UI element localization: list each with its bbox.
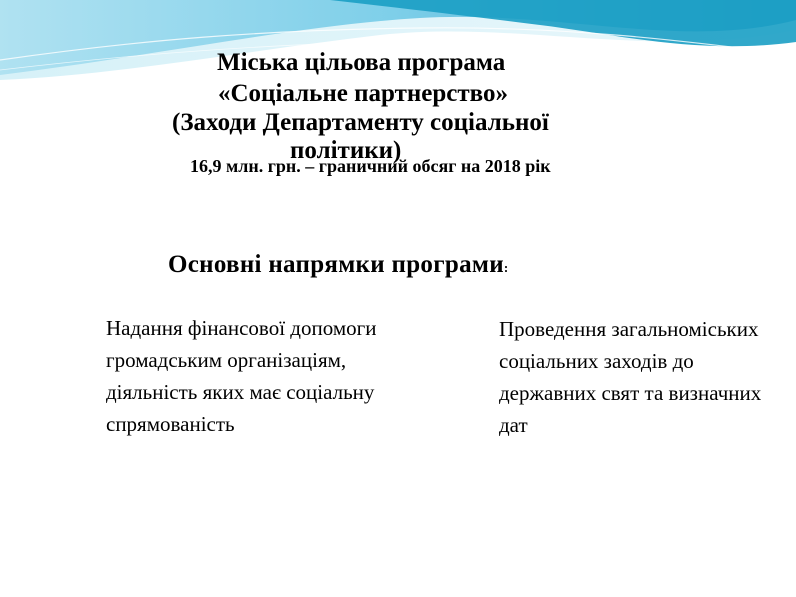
program-title-line-1: Міська цільова програма bbox=[217, 49, 506, 76]
program-title-line-2: «Соціальне партнерство» bbox=[218, 80, 508, 107]
budget-line: 16,9 млн. грн. – граничний обсяг на 2018 рік bbox=[190, 156, 551, 176]
section-heading-text: Основні напрямки програми bbox=[168, 251, 504, 278]
program-title-line-4: політики) bbox=[290, 137, 402, 164]
section-heading bbox=[168, 251, 509, 279]
section-heading-suffix: : bbox=[503, 260, 509, 275]
program-title-line-3: (Заходи Департаменту соціальної bbox=[172, 109, 549, 136]
direction-financial-aid: Надання фінансової допомоги громадським організаціям, діяльність яких має соціальну спрямованість bbox=[106, 316, 377, 436]
direction-city-events: Проведення загальноміських соціальних заходів до державних свят та визначних дат bbox=[499, 317, 762, 437]
